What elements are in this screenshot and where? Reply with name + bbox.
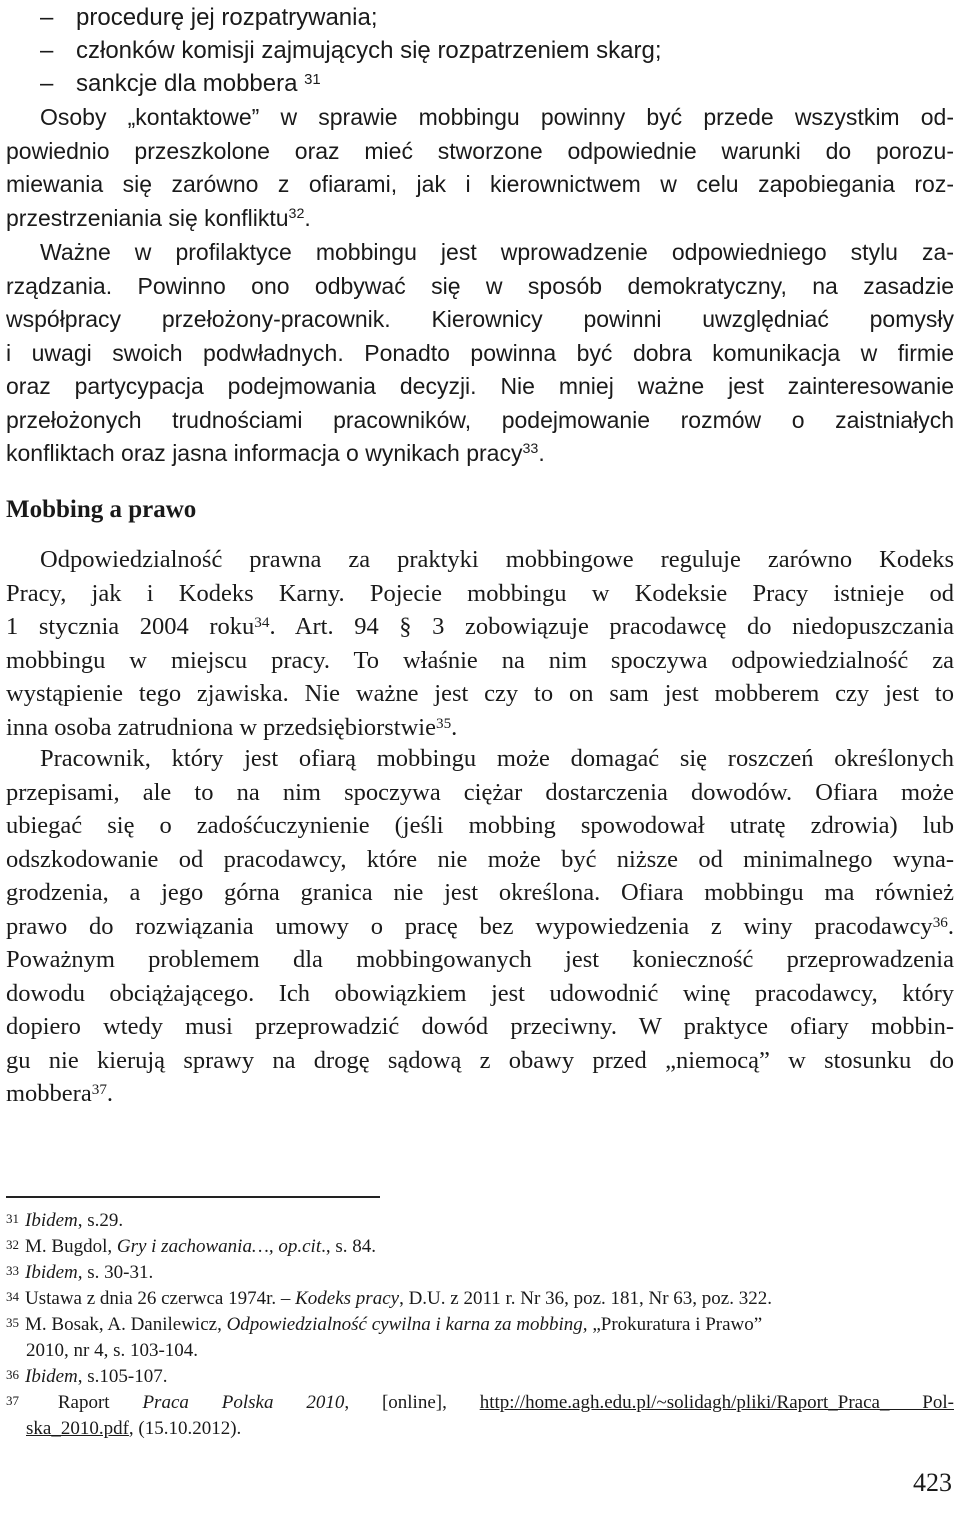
text-line	[6, 610, 954, 644]
text-fragment: . Art. 94 § 3 zobowiązuje pracodawcę do niedopuszczania	[269, 613, 954, 640]
bullet-dash: –	[40, 4, 54, 31]
text-line: Pracownik, który jest ofiarą mobbingu może domagać się roszczeń określonych	[40, 745, 954, 772]
text-fragment: .	[538, 440, 545, 466]
footnote-italic: Praca Polska 2010	[142, 1392, 345, 1413]
footnotes	[6, 1208, 954, 1442]
text-line: gu nie kierują sprawy na drogę sądową z obawy przed „niemocą” w stosunku do	[6, 1046, 954, 1074]
footnote-number: 33	[6, 1263, 19, 1278]
footnote-italic: Ibidem,	[25, 1262, 83, 1283]
footnote-35-continued: 2010, nr 4, s. 103-104.	[26, 1340, 199, 1361]
footnote-number: 31	[6, 1211, 19, 1226]
list-item	[40, 68, 321, 100]
footnote-number: 36	[6, 1367, 19, 1382]
text-line: miewania się zarówno z ofiarami, jak i kierownictwem w celu zapobiegania roz-	[6, 171, 954, 197]
text-fragment: .	[106, 1080, 114, 1107]
footnote-36	[6, 1364, 954, 1390]
footnote-link[interactable]: ska_2010.pdf	[26, 1418, 129, 1439]
paragraph-prevention	[6, 236, 954, 471]
list-item-text: członków komisji zajmujących się rozpatrzeniem skarg;	[76, 37, 662, 64]
text-line	[6, 437, 954, 471]
footnote-italic: Ibidem	[25, 1366, 78, 1387]
footnote-italic: Ibidem	[25, 1210, 78, 1231]
list-item-text: procedurę jej rozpatrywania;	[76, 4, 378, 31]
footnote-number: 35	[6, 1315, 19, 1330]
text-fragment: 1 stycznia 2004 roku	[6, 613, 255, 640]
text-line: Odpowiedzialność prawna za praktyki mobbingowe reguluje zarówno Kodeks	[40, 546, 954, 573]
list-item	[40, 35, 662, 67]
text-fragment: .	[304, 204, 311, 231]
text-line	[6, 1077, 954, 1111]
page-number: 423	[913, 1468, 952, 1497]
footnote-ref: 37	[91, 1081, 107, 1098]
footnote-italic: Odpowiedzialność cywilna i karna za mobbing,	[226, 1314, 593, 1335]
footnote-text: , D.U. z 2011 r. Nr 36, poz. 181, Nr 63, poz. 322.	[399, 1288, 772, 1309]
text-line: wystąpienie tego zjawiska. Nie ważne jest czy to on sam jest mobberem czy jest to	[6, 680, 954, 707]
footnote-37	[6, 1390, 954, 1416]
footnote-link[interactable]: http://home.agh.edu.pl/~solidagh/pliki/Raport_Praca_ Pol-	[479, 1392, 954, 1413]
text-line	[6, 910, 954, 944]
footnote-37-continued	[6, 1416, 954, 1442]
footnote-ref: 34	[254, 614, 270, 631]
text-line: ubiegać się o zadośćuczynienie (jeśli mobbing spowodował utratę zdrowia) lub	[6, 812, 954, 839]
footnote-32	[6, 1234, 954, 1260]
footnote-italic: Kodeks pracy	[295, 1288, 400, 1309]
footnote-text: , [online],	[344, 1392, 480, 1413]
text-line	[6, 202, 954, 236]
section-heading: Mobbing a prawo	[6, 496, 197, 523]
text-line: dopiero wtedy musi przeprowadzić dowód przeciwny. W praktyce ofiary mobbin-	[6, 1013, 954, 1040]
text-fragment: inna osoba zatrudniona w przedsiębiorstwie	[6, 713, 436, 741]
footnote-text: Raport	[57, 1392, 143, 1413]
text-line: mobbingu w miejscu pracy. To właśnie na nim spoczywa odpowiedzialność za	[6, 646, 954, 674]
text-line: rządzania. Powinno ono odbywać się w sposób demokratyczny, na zasadzie	[6, 272, 954, 299]
paragraph-victim-rights	[6, 742, 954, 1111]
text-fragment: przestrzeniania się konfliktu	[6, 204, 289, 231]
footnote-ref: 35	[435, 714, 452, 732]
footnote-ref: 33	[522, 441, 539, 457]
text-line	[6, 711, 954, 745]
footnote-text: s. 30-31.	[82, 1262, 154, 1283]
text-line: współpracy przełożony-pracownik. Kierownicy powinni uwzględniać pomysły	[6, 306, 954, 332]
footnote-number: 37	[6, 1393, 19, 1408]
text-line: przełożonych trudnościami pracowników, podejmowanie rozmów o zaistniałych	[6, 406, 954, 433]
footnote-text: „Prokuratura i Prawo”	[592, 1314, 763, 1335]
text-line: i uwagi swoich podwładnych. Ponadto powinna być dobra komunikacja w firmie	[6, 339, 954, 366]
text-line: Ważne w profilaktyce mobbingu jest wprowadzenie odpowiedniego stylu za-	[40, 239, 954, 265]
footnote-number: 32	[6, 1237, 19, 1252]
text-line: oraz partycypacja podejmowania decyzji. Nie mniej ważne jest zainteresowanie	[6, 373, 954, 399]
text-line: powiednio przeszkolone oraz mieć stworzone odpowiednie warunki do porozu-	[6, 137, 954, 164]
text-line: dowodu obciążającego. Ich obowiązkiem jest udowodnić winę pracodawcy, który	[6, 979, 954, 1007]
text-fragment: konfliktach oraz jasna informacja o wynikach pracy	[6, 440, 523, 466]
text-line: Osoby „kontaktowe” w sprawie mobbingu powinny być przede wszystkim od-	[40, 104, 954, 130]
paragraph-contact-persons	[6, 101, 954, 235]
footnote-text: ., s. 84.	[321, 1236, 377, 1257]
bullet-dash: –	[40, 70, 54, 97]
footnote-text: Ustawa z dnia 26 czerwca 1974r. –	[25, 1288, 296, 1309]
paragraph-legal-liability	[6, 543, 954, 744]
text-line: odszkodowanie od pracodawcy, które nie może być niższe od minimalnego wyna-	[6, 845, 954, 873]
footnote-italic: Gry i zachowania…, op.cit	[116, 1236, 322, 1257]
footnote-ref: 31	[304, 72, 321, 88]
footnote-number: 34	[6, 1289, 19, 1304]
bullet-dash: –	[40, 37, 54, 64]
footnote-text: , (15.10.2012).	[128, 1418, 242, 1439]
footnote-separator	[6, 1196, 380, 1198]
text-fragment: .	[451, 713, 458, 741]
text-line: Pracy, jak i Kodeks Karny. Pojecie mobbingu w Kodeksie Pracy istnieje od	[6, 579, 954, 607]
text-line: Poważnym problemem dla mobbingowanych jest konieczność przeprowadzenia	[6, 946, 954, 973]
footnote-ref: 36	[932, 913, 948, 931]
list-item	[40, 2, 378, 34]
footnote-text: , s.105-107.	[77, 1366, 168, 1387]
text-fragment: .	[947, 912, 954, 940]
footnote-33	[6, 1260, 954, 1286]
footnote-text: M. Bosak, A. Danilewicz,	[25, 1314, 227, 1335]
text-line: grodzenia, a jego górna granica nie jest określona. Ofiara mobbingu ma również	[6, 879, 954, 906]
list-item-text: sankcje dla mobbera	[76, 70, 298, 97]
text-line: przepisami, ale to na nim spoczywa ciężar dostarczenia dowodów. Ofiara może	[6, 778, 954, 806]
footnote-35	[6, 1312, 954, 1338]
footnote-text: , s.29.	[77, 1210, 124, 1231]
footnote-34	[6, 1286, 954, 1312]
footnote-31	[6, 1208, 954, 1234]
text-fragment: mobbera	[6, 1080, 92, 1107]
footnote-ref: 32	[288, 205, 305, 222]
text-fragment: prawo do rozwiązania umowy o pracę bez wypowiedzenia z winy pracodawcy	[6, 912, 933, 940]
footnote-text: M. Bugdol,	[25, 1236, 117, 1257]
